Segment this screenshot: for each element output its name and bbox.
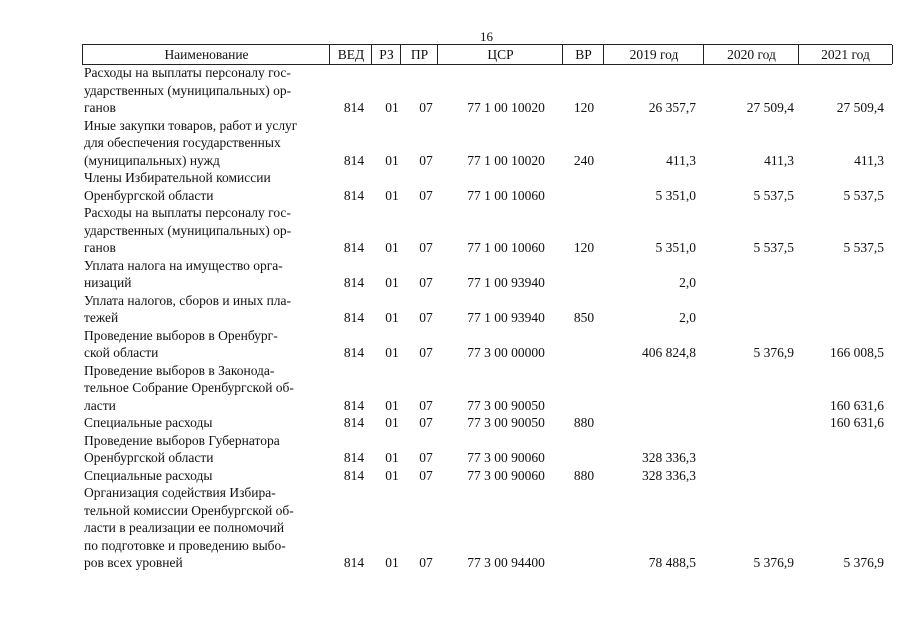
row-name-line: для обеспечения государственных (84, 135, 281, 150)
table-row (0, 169, 905, 204)
row-value-2020: 5 376,9 (753, 345, 794, 360)
table-header (82, 44, 892, 65)
header-2021: 2021 год (798, 45, 893, 64)
row-ved: 814 (343, 555, 365, 570)
row-vr: 880 (573, 415, 595, 430)
row-name-line: ской области (84, 345, 159, 360)
row-pr: 07 (419, 275, 433, 290)
row-csr: 77 3 00 90060 (467, 467, 545, 483)
row-vr: 240 (573, 152, 595, 168)
header-ved: ВЕД (329, 45, 372, 64)
row-name-line: Специальные расходы (84, 467, 213, 483)
row-name-line: Организация содействия Избира- (84, 485, 276, 500)
row-ved: 814 (343, 152, 365, 168)
row-csr: 77 3 00 90060 (467, 450, 545, 465)
row-name-line: Расходы на выплаты персоналу гос- (84, 65, 291, 80)
row-rz: 01 (385, 240, 399, 255)
row-ved: 814 (343, 310, 365, 325)
row-name (84, 327, 332, 362)
row-value-2021: 5 376,9 (843, 555, 884, 570)
row-name-line: Специальные расходы (84, 415, 213, 430)
header-2019: 2019 год (603, 45, 704, 64)
row-name (84, 257, 332, 292)
row-csr: 77 3 00 00000 (467, 345, 545, 360)
row-name-line: ров всех уровней (84, 555, 183, 570)
row-value-2019: 26 357,7 (648, 100, 696, 115)
row-csr: 77 1 00 93940 (467, 275, 545, 290)
row-value-2019: 5 351,0 (655, 187, 696, 203)
row-name-line: низаций (84, 275, 132, 290)
row-name (84, 64, 332, 117)
row-name (84, 467, 332, 485)
row-value-2019: 411,3 (666, 152, 696, 168)
row-value-2021: 5 537,5 (843, 240, 884, 255)
row-value-2020: 5 376,9 (753, 555, 794, 570)
table-row (0, 327, 905, 362)
row-pr: 07 (419, 100, 433, 115)
row-value-2019: 328 336,3 (642, 450, 696, 465)
row-vr: 120 (573, 100, 595, 115)
row-name-line: (муниципальных) нужд (84, 152, 220, 168)
header-pr: ПР (400, 45, 438, 64)
row-vr: 120 (573, 240, 595, 255)
row-name (84, 414, 332, 432)
header-rz: РЗ (371, 45, 401, 64)
header-vr: ВР (562, 45, 604, 64)
row-name (84, 362, 332, 415)
row-value-2019: 328 336,3 (642, 467, 696, 483)
row-name (84, 169, 332, 204)
row-csr: 77 1 00 10060 (467, 240, 545, 255)
row-rz: 01 (385, 415, 399, 430)
row-name (84, 117, 332, 170)
row-name-line: ласти (84, 397, 116, 413)
row-value-2020: 5 537,5 (753, 187, 794, 203)
table-row (0, 64, 905, 117)
row-pr: 07 (419, 450, 433, 465)
table-row (0, 467, 905, 485)
table-row (0, 414, 905, 432)
row-pr: 07 (419, 345, 433, 360)
row-name-line: Расходы на выплаты персоналу гос- (84, 205, 291, 220)
row-rz: 01 (385, 467, 399, 483)
row-vr: 850 (573, 310, 595, 325)
row-name-line: тельной комиссии Оренбургской об- (84, 502, 294, 518)
row-rz: 01 (385, 310, 399, 325)
row-csr: 77 1 00 10020 (467, 152, 545, 168)
row-csr: 77 1 00 10020 (467, 100, 545, 115)
row-rz: 01 (385, 555, 399, 570)
row-pr: 07 (419, 152, 433, 168)
header-csr: ЦСР (437, 45, 563, 64)
row-value-2021: 5 537,5 (843, 187, 884, 203)
row-value-2021: 166 008,5 (830, 345, 884, 360)
row-name (84, 292, 332, 327)
row-pr: 07 (419, 397, 433, 413)
row-name (84, 432, 332, 467)
row-rz: 01 (385, 345, 399, 360)
row-pr: 07 (419, 240, 433, 255)
row-name-line: Уплата налога на имущество орга- (84, 257, 283, 273)
table-row (0, 292, 905, 327)
table-row (0, 204, 905, 257)
row-value-2019: 406 824,8 (642, 345, 696, 360)
row-name-line: Члены Избирательной комиссии (84, 170, 271, 185)
row-ved: 814 (343, 100, 365, 115)
row-value-2021: 160 631,6 (830, 397, 884, 413)
row-name-line: по подготовке и проведению выбо- (84, 537, 286, 553)
row-ved: 814 (343, 187, 365, 203)
row-ved: 814 (343, 450, 365, 465)
row-value-2020: 5 537,5 (753, 240, 794, 255)
row-value-2019: 78 488,5 (648, 555, 696, 570)
row-pr: 07 (419, 310, 433, 325)
row-ved: 814 (343, 275, 365, 290)
row-ved: 814 (343, 240, 365, 255)
row-pr: 07 (419, 415, 433, 430)
row-name-line: Проведение выборов в Оренбург- (84, 327, 278, 343)
row-name-line: ганов (84, 100, 116, 115)
row-value-2019: 2,0 (679, 310, 696, 325)
row-name-line: Иные закупки товаров, работ и услуг (84, 117, 298, 133)
row-value-2019: 5 351,0 (655, 240, 696, 255)
row-rz: 01 (385, 152, 399, 168)
header-2020: 2020 год (703, 45, 799, 64)
table-row (0, 432, 905, 467)
row-rz: 01 (385, 275, 399, 290)
row-value-2021: 411,3 (854, 152, 884, 168)
row-name-line: ласти в реализации ее полномочий (84, 520, 285, 535)
row-ved: 814 (343, 397, 365, 413)
row-csr: 77 3 00 90050 (467, 415, 545, 430)
row-name-line: тельное Собрание Оренбургской об- (84, 380, 294, 395)
row-name-line: Проведение выборов Губернатора (84, 432, 280, 448)
row-name-line: Уплата налогов, сборов и иных пла- (84, 292, 292, 308)
row-name-line: ганов (84, 240, 116, 255)
row-rz: 01 (385, 450, 399, 465)
table-row (0, 117, 905, 170)
row-name (84, 484, 332, 572)
row-pr: 07 (419, 467, 433, 483)
row-csr: 77 3 00 94400 (467, 555, 545, 570)
header-name: Наименование (82, 45, 330, 64)
row-pr: 07 (419, 187, 433, 203)
row-value-2020: 411,3 (764, 152, 794, 168)
row-name-line: Оренбургской области (84, 450, 214, 465)
row-name-line: ударственных (муниципальных) ор- (84, 82, 292, 98)
row-pr: 07 (419, 555, 433, 570)
table-row (0, 257, 905, 292)
row-name-line: ударственных (муниципальных) ор- (84, 222, 292, 238)
row-value-2021: 27 509,4 (836, 100, 884, 115)
page-number: 16 (480, 29, 493, 44)
row-csr: 77 3 00 90050 (467, 397, 545, 413)
row-name-line: Оренбургской области (84, 187, 214, 203)
row-rz: 01 (385, 187, 399, 203)
row-rz: 01 (385, 397, 399, 413)
row-name-line: Проведение выборов в Законода- (84, 362, 275, 378)
row-csr: 77 1 00 10060 (467, 187, 545, 203)
row-ved: 814 (343, 415, 365, 430)
row-ved: 814 (343, 467, 365, 483)
row-csr: 77 1 00 93940 (467, 310, 545, 325)
table-row (0, 484, 905, 572)
table-row (0, 362, 905, 415)
row-ved: 814 (343, 345, 365, 360)
row-value-2021: 160 631,6 (830, 415, 884, 430)
row-rz: 01 (385, 100, 399, 115)
row-value-2020: 27 509,4 (746, 100, 794, 115)
row-value-2019: 2,0 (679, 275, 696, 290)
row-name (84, 204, 332, 257)
row-name-line: тежей (84, 310, 119, 325)
row-vr: 880 (573, 467, 595, 483)
